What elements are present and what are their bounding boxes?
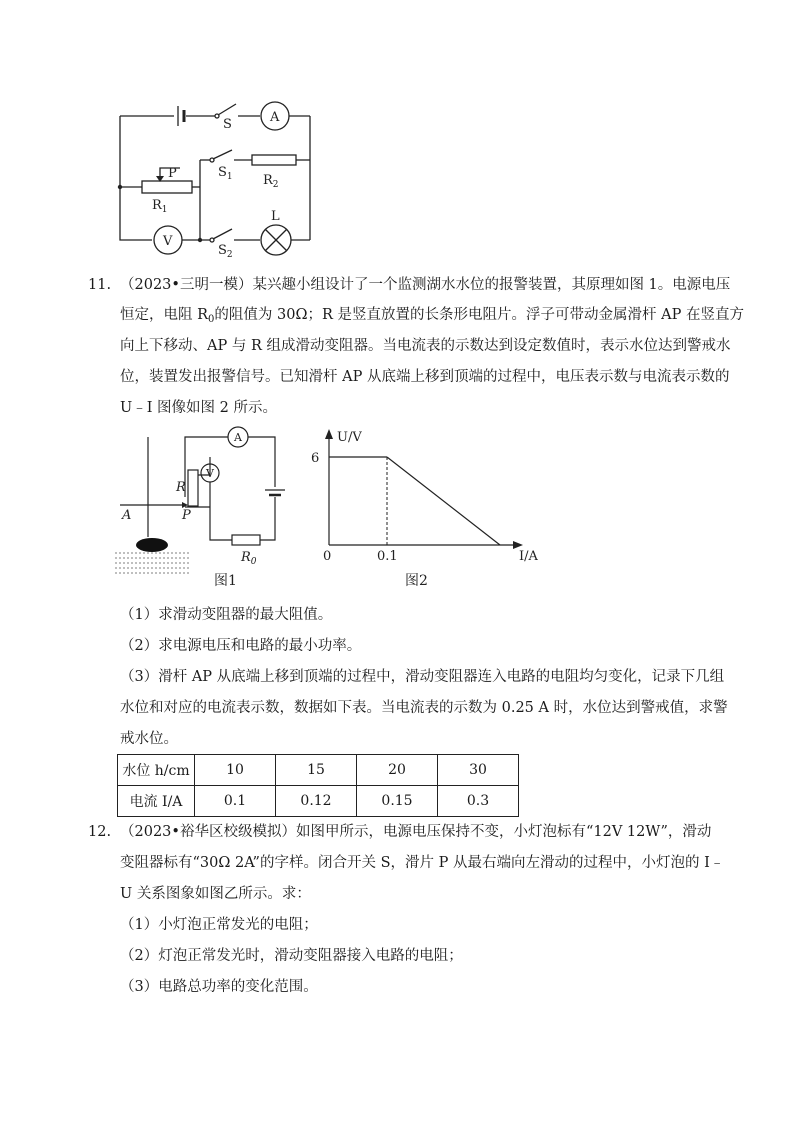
label-s: S: [223, 117, 232, 132]
table-header-water-level: 水位 h/cm: [118, 755, 195, 786]
label-ammeter: A: [270, 110, 280, 125]
switch-s2-blade: [213, 229, 232, 239]
label-s1: $S_1$: [218, 165, 233, 182]
table-cell: 10: [195, 755, 276, 786]
q11-sub3-line1: （3）滑杆 AP 从底端上移到顶端的过程中，滑动变阻器连入电路的电阻均匀变化，记录下几组: [120, 669, 725, 685]
fig2-line-slope: [387, 457, 500, 545]
q11-sub2: （2）求电源电压和电路的最小功率。: [120, 638, 362, 654]
fig1-ammeter-label: A: [234, 431, 242, 444]
fig2-x-axis-label: I/A: [519, 549, 538, 564]
label-r2: $R_2$: [263, 173, 279, 190]
table-row: [118, 755, 519, 786]
table-header-current: 电流 I/A: [118, 786, 195, 817]
table-cell: 0.3: [438, 786, 519, 817]
label-voltmeter: V: [163, 234, 173, 249]
q11-number: 11.: [88, 277, 112, 293]
table-cell: 20: [357, 755, 438, 786]
q11-sub3-line2: 水位和对应的电流表示数，数据如下表。当电流表的示数为 0.25 A 时，水位达到警戒值，求警: [120, 700, 728, 716]
q12-line1: （2023•裕华区校级模拟）如图甲所示，电源电压保持不变，小灯泡标有“12V 12W”，滑动: [120, 824, 712, 840]
label-p: P: [168, 166, 177, 181]
table-cell: 15: [276, 755, 357, 786]
figure-2-graph: [305, 425, 555, 590]
q12-sub3: （3）电路总功率的变化范围。: [120, 979, 318, 995]
resistor-r1: [142, 181, 192, 193]
q11-line2: 恒定，电阻 $R_0$的阻值为 30Ω；R 是竖直放置的长条形电阻片。浮子可带动金属滑杆 AP 在竖直方: [120, 307, 744, 325]
q11-line4: 位，装置发出报警信号。已知滑杆 AP 从底端上移到顶端的过程中，电压表示数与电流表示数的: [120, 369, 730, 385]
fig2-origin: 0: [323, 549, 332, 564]
q11-line5: U﹣I 图像如图 2 所示。: [120, 400, 277, 416]
table-cell: 0.15: [357, 786, 438, 817]
q12-line2: 变阻器标有“30Ω 2A”的字样。闭合开关 S，滑片 P 从最右端向左滑动的过程中，小灯泡的 I﹣: [120, 855, 725, 871]
resistor-r2: [252, 155, 296, 165]
fig1-resistor-r: [188, 470, 198, 506]
top-circuit-diagram: [100, 88, 330, 258]
fig1-float: [136, 538, 168, 552]
fig1-a-label: A: [122, 508, 132, 523]
table-row: [118, 786, 519, 817]
q12-sub2: （2）灯泡正常发光时，滑动变阻器接入电路的电阻；: [120, 948, 463, 964]
table-cell: 30: [438, 755, 519, 786]
label-r1: $R_1$: [152, 198, 168, 215]
switch-s1-blade: [213, 150, 232, 159]
table-cell: 0.12: [276, 786, 357, 817]
water-level-table: [117, 754, 519, 817]
label-lamp: L: [271, 209, 280, 224]
q12-sub1: （1）小灯泡正常发光的电阻；: [120, 917, 318, 933]
fig2-caption: 图2: [405, 573, 428, 589]
fig1-r0-label: $R_0$: [241, 550, 257, 567]
fig2-y-axis-label: U/V: [337, 430, 362, 445]
fig1-resistor-r0: [232, 535, 260, 545]
fig2-x-tick: 0.1: [377, 549, 398, 564]
fig1-caption: 图1: [214, 573, 237, 589]
q11-sub1: （1）求滑动变阻器的最大阻值。: [120, 607, 333, 623]
q12-number: 12.: [88, 824, 112, 840]
fig1-r-label: R: [176, 480, 186, 495]
table-cell: 0.1: [195, 786, 276, 817]
junction-left: [118, 185, 122, 189]
fig2-y-tick: 6: [311, 451, 320, 466]
q11-sub3-line3: 戒水位。: [120, 731, 178, 747]
junction-bottom: [198, 238, 202, 242]
fig1-p-label: P: [182, 508, 191, 523]
fig1-voltmeter-label: V: [206, 467, 214, 480]
switch-s-blade: [218, 104, 236, 115]
figure-1-circuit: [110, 425, 300, 590]
q11-line1: （2023•三明一模）某兴趣小组设计了一个监测湖水水位的报警装置，其原理如图 1。电源电压: [120, 277, 731, 293]
left-wire: [120, 116, 152, 240]
label-s2: $S_2$: [218, 243, 233, 258]
q12-line3: U 关系图象如图乙所示。求：: [120, 886, 311, 902]
q11-line3: 向上下移动、AP 与 R 组成滑动变阻器。当电流表的示数达到设定数值时，表示水位达到警戒水: [120, 338, 731, 354]
